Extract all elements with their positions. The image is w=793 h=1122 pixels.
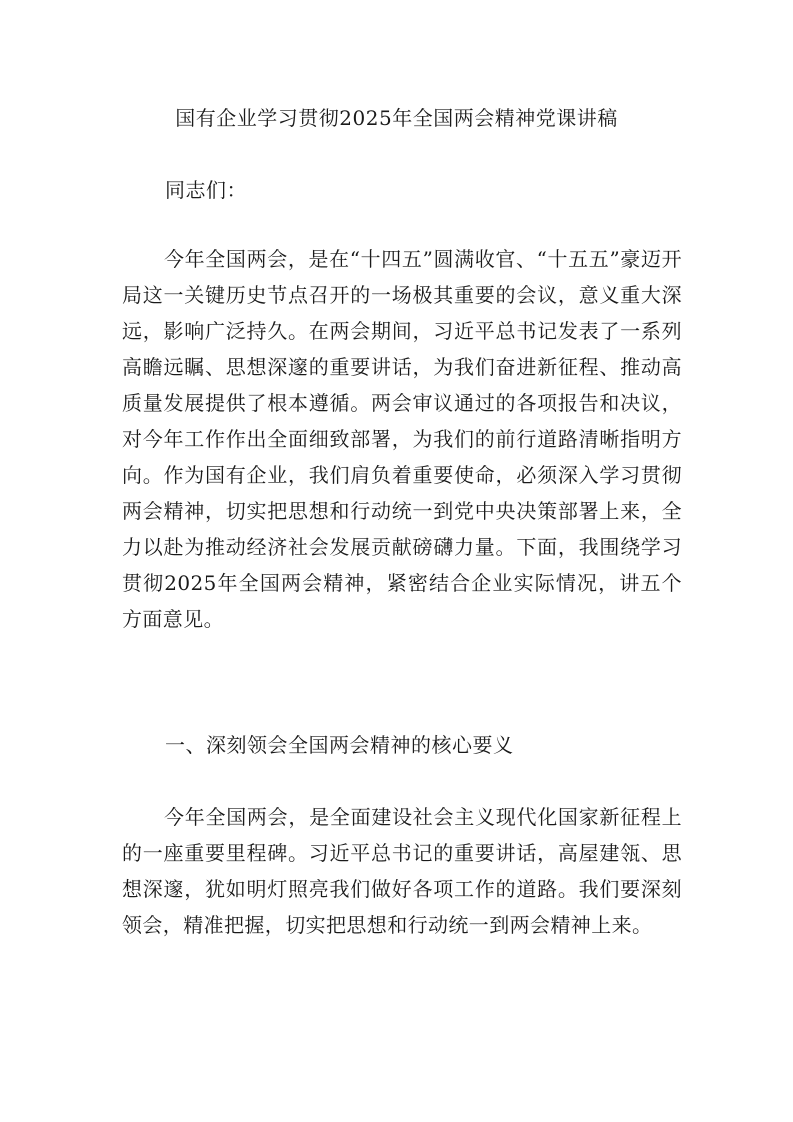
salutation: 同志们： — [165, 178, 247, 202]
body-paragraph-intro: 今年全国两会，是在“十四五”圆满收官、“十五五”豪迈开局这一关键历史节点召开的一场极其重要的会议，意义重大深远，影响广泛持久。在两会期间，习近平总书记发表了一系列高瞻远瞩、思想深邃的重要讲话，为我们奋进新征程、推动高质量发展提供了根本遵循。两会审议通过的各项报告和决议，对今年工作作出全面细致部署，为我们的前行道路清晰指明方向。作为国有企业，我们肩负着重要使命，必须深入学习贯彻两会精神，切实把思想和行动统一到党中央决策部署上来，全力以赴为推动经济社会发展贡献磅礴力量。下面，我围绕学习贯彻2025年全国两会精神，紧密结合企业实际情况，讲五个方面意见。 — [122, 247, 682, 631]
section-heading-1: 一、深刻领会全国两会精神的核心要义 — [165, 733, 514, 757]
document-title: 国有企业学习贯彻2025年全国两会精神党课讲稿 — [175, 106, 618, 130]
body-paragraph-section-1: 今年全国两会，是全面建设社会主义现代化国家新征程上的一座重要里程碑。习近平总书记的重要讲话，高屋建瓴、思想深邃，犹如明灯照亮我们做好各项工作的道路。我们要深刻领会，精准把握，切实把思想和行动统一到两会精神上来。 — [122, 805, 682, 937]
